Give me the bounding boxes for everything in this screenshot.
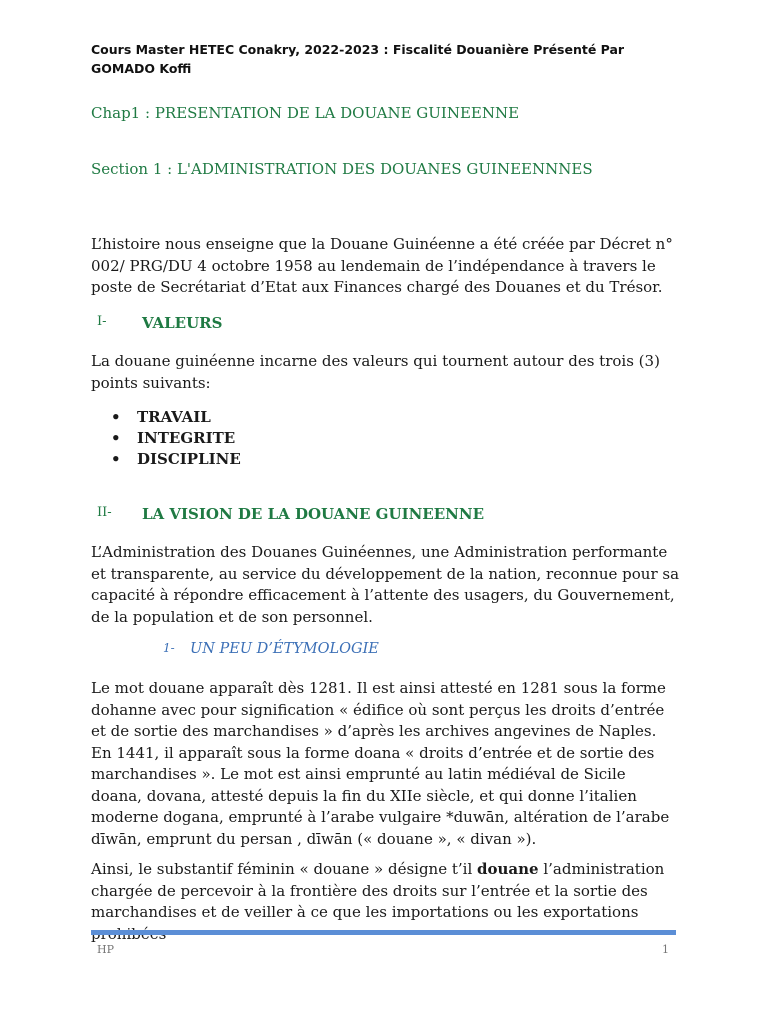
chapter-title: Chap1 : PRESENTATION DE LA DOUANE GUINEENNE (91, 104, 520, 122)
list-item: • INTEGRITE (111, 429, 236, 447)
footer-initials: HP (97, 943, 114, 956)
footer-divider (91, 930, 676, 935)
values-list (111, 407, 241, 470)
section-title: Section 1 : L'ADMINISTRATION DES DOUANES GUINEENNNES (91, 160, 593, 178)
header-line-2: GOMADO Koffi (91, 61, 192, 76)
subsection-number: 1- (163, 641, 175, 655)
list-item: • DISCIPLINE (111, 450, 241, 468)
part1-paragraph: La douane guinéenne incarne des valeurs qui tournent autour des trois (3) points suivants: (91, 352, 660, 392)
subsection-title: UN PEU D’ÉTYMOLOGIE (190, 641, 379, 657)
part1-title: VALEURS (142, 314, 223, 332)
part1-number: I- (97, 314, 107, 329)
bullet-icon: • (111, 408, 121, 426)
header-line-1: Cours Master HETEC Conakry, 2022-2023 : Fiscalité Douanière Présenté Par (91, 42, 625, 57)
intro-paragraph: L’histoire nous enseigne que la Douane Guinéenne a été créée par Décret n° 002/ PRG/DU 4 octobre 1958 au lendemain de l’indépendance à travers le poste de Secrétariat d’Etat aux Finances chargé des Douanes et du Trésor. (91, 235, 673, 296)
bullet-icon: • (111, 450, 121, 468)
etymology-paragraph: Le mot douane apparaît dès 1281. Il est ainsi attesté en 1281 sous la forme dohanne avec pour signification « édifice où sont perçus les droits d’entrée et de sortie des marchandises » d’après les archives angevines de Naples. En 1441, il apparaît sous la forme doana « droits d’entrée et de sortie des marchandises ». Le mot est ainsi emprunté au latin médiéval de Sicile doana, dovana, attesté depuis la fin du XIIe siècle, et qui donne l’italien moderne dogana, emprunté à l’arabe vulgaire *duwān, altération de l’arabe dīwān, emprunt du persan , dīwān (« douane », « divan »). (91, 679, 670, 848)
bold-term: douane (477, 860, 539, 878)
bullet-icon: • (111, 429, 121, 447)
last-paragraph: Ainsi, le substantif féminin « douane » désigne t’il douane l’administration chargée de percevoir à la frontière des droits sur l’entrée et la sortie des marchandises et de veiller à ce que les importations ou les exportations (91, 860, 665, 921)
page-number: 1 (662, 943, 669, 956)
part2-paragraph: L’Administration des Douanes Guinéennes, une Administration performante et transparente, au service du développement de la nation, reconnue pour sa capacité à répondre efficacement à l’attente des usagers, du Gouvernement, de la population et de son personnel. (91, 543, 680, 626)
page-header (91, 40, 691, 78)
part2-title: LA VISION DE LA DOUANE GUINEENNE (142, 505, 485, 523)
part2-number: II- (97, 505, 112, 520)
list-item: • TRAVAIL (111, 408, 211, 426)
